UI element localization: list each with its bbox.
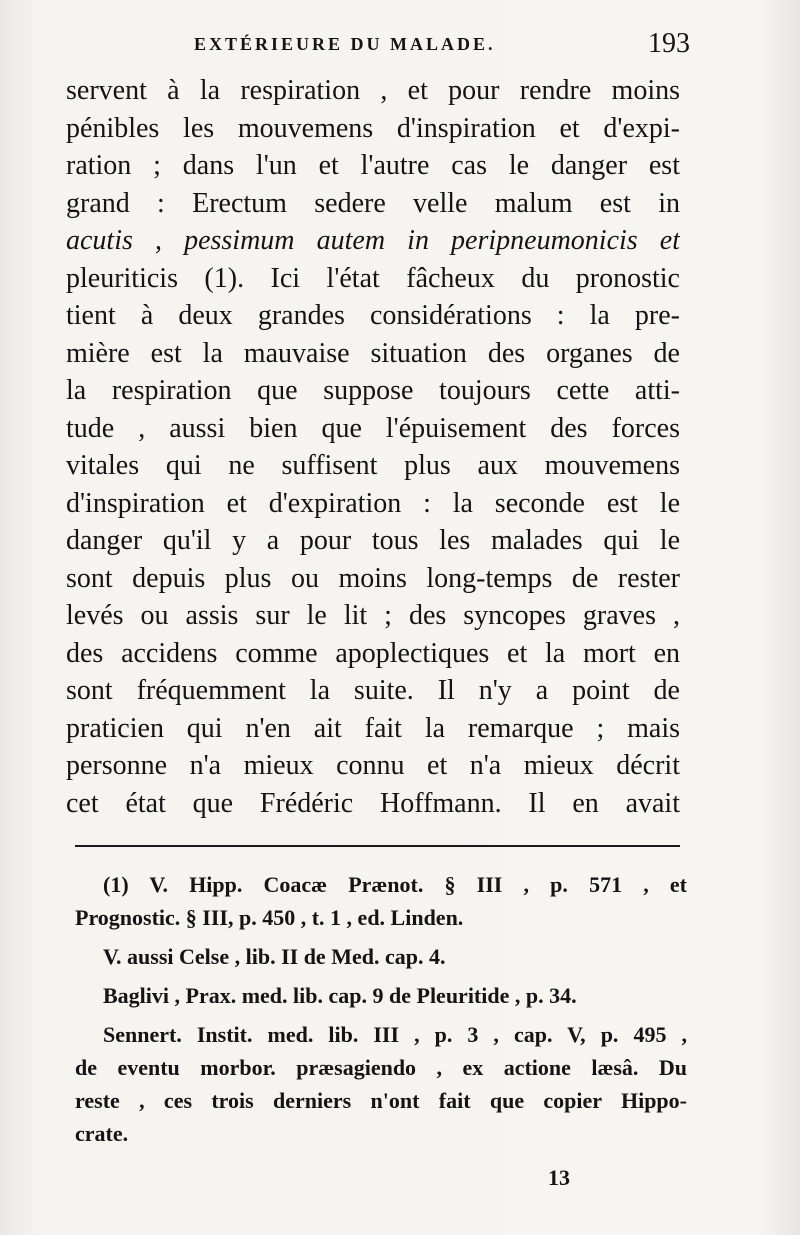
body-line: danger qu'il y a pour tous les malades qui le [66, 525, 680, 556]
body-line: tient à deux grandes considérations : la pre- [66, 300, 680, 331]
body-line: tude , aussi bien que l'épuisement des forces [66, 412, 680, 444]
footnotes [75, 868, 687, 1150]
body-line: personne n'a mieux connu et n'a mieux décrit [66, 750, 680, 781]
body-line: vitales qui ne suffisent plus aux mouvemens [66, 450, 680, 481]
footnote-line: crate. [75, 1121, 129, 1146]
footnote-rule [75, 845, 680, 847]
footnote-line: Sennert. Instit. med. lib. III , p. 3 , cap. V, p. 495 , [103, 1022, 687, 1047]
body-line: acutis , pessimum autem in peripneumonicis et [66, 225, 680, 256]
body-line: ration ; dans l'un et l'autre cas le danger est [66, 150, 680, 181]
body-line: pénibles les mouvemens d'inspiration et d'expi- [66, 112, 680, 144]
body-line: sont depuis plus ou moins long-temps de rester [66, 562, 680, 594]
footnote-line: reste , ces trois derniers n'ont fait que copier Hippo- [75, 1088, 687, 1113]
footnote-line: V. aussi Celse , lib. II de Med. cap. 4. [103, 944, 446, 969]
body-line: cet état que Frédéric Hoffmann. Il en avait [66, 787, 680, 819]
body-line: mière est la mauvaise situation des organes de [66, 337, 680, 369]
page-number: 193 [648, 28, 690, 59]
running-head: EXTÉRIEURE DU MALADE. [194, 34, 496, 54]
body-line: levés ou assis sur le lit ; des syncopes graves , [66, 600, 680, 631]
signature-mark: 13 [548, 1165, 570, 1190]
footnote-line: Prognostic. § III, p. 450 , t. 1 , ed. Linden. [75, 905, 464, 930]
footnote-line: (1) V. Hipp. Coacæ Prænot. § III , p. 571 , et [103, 872, 687, 897]
body-text [66, 72, 680, 822]
footnote-line: Baglivi , Prax. med. lib. cap. 9 de Pleuritide , p. 34. [103, 983, 577, 1008]
page-header [70, 30, 690, 66]
footnote-line: de eventu morbor. præsagiendo , ex actione læsâ. Du [75, 1055, 687, 1080]
body-line: pleuriticis (1). Ici l'état fâcheux du pronostic [66, 262, 680, 294]
body-line: praticien qui n'en ait fait la remarque ; mais [66, 712, 680, 744]
body-line: la respiration que suppose toujours cette atti- [66, 375, 680, 406]
body-line: d'inspiration et d'expiration : la seconde est le [66, 487, 680, 519]
body-line: servent à la respiration , et pour rendre moins [66, 75, 680, 106]
body-line: sont fréquemment la suite. Il n'y a point de [66, 675, 680, 706]
body-line: des accidens comme apoplectiques et la mort en [66, 637, 680, 669]
body-line: grand : Erectum sedere velle malum est in [66, 187, 680, 219]
